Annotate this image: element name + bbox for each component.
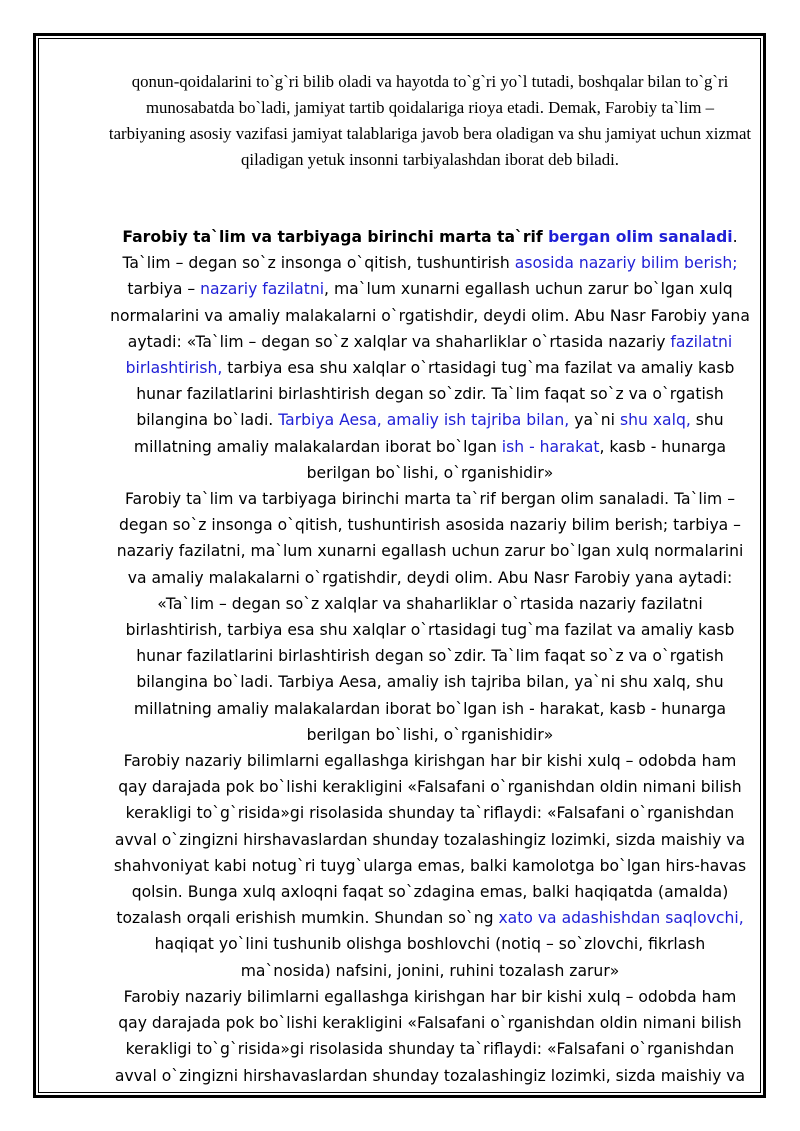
bold-lead-text: Farobiy ta`lim va tarbiyaga birinchi marta ta`rif [122, 228, 549, 246]
highlight-text: bergan olim sanaladi [548, 228, 733, 246]
highlight-text: asosida nazariy bilim berish; [514, 254, 738, 273]
highlight-text: xato va adashishdan saqlovchi, [498, 909, 744, 928]
body-text: , ma`lum xunarni egallash uchun zarur bo`lgan xulq normalarini va amaliy malakalarni o`rgatishdir, deydi olim. Abu Nasr Farobiy yana aytadi: «Ta`lim – degan so`z xalqlar va shaharliklar o`rtasida nazariy [110, 280, 750, 351]
intro-paragraph: qonun-qoidalarini to`g`ri bilib oladi va hayotda to`g`ri yo`l tutadi, boshqalar bilan to`g`ri munosabatda bo`ladi, jamiyat tartib qoidalariga rioya etadi. Demak, Farobiy ta`lim – tarbiyaning asosiy vazifasi jamiyat talablariga javob bera oladigan va shu jamiyat uchun xizmat qiladigan yetuk insonni tarbiyalashdan iborat deb biladi. [108, 72, 752, 169]
body-text: tarbiya – [127, 280, 201, 299]
body-text: Farobiy nazariy bilimlarni egallashga kirishgan har bir kishi xulq – odobda ham qay darajada pok bo`lishi kerakligini «Falsafani o`rganishdan oldin nimani bilish kerakligi to`g`risida»gi risolasida shunday ta`riflaydi: «Falsafani o`rganishdan avval o`zingizni hirshavaslardan shunday tozalashingiz lozimki, sizda maishiy va shahvoniyat kabi notug`ri tuyg`ularga emas, balki kamolotga bo`lgan hirs-havas qolsin. Bunga xulq axloqni faqat so`zdagina emas, balki haqiqatda (amalda) tozalash orqali erishish mumkin. Shundan so`ng [113, 752, 747, 928]
highlight-text: nazariy fazilatni [200, 280, 325, 299]
document-body [108, 69, 752, 1089]
definition-paragraph-plain: Farobiy ta`lim va tarbiyaga birinchi marta ta`rif bergan olim sanaladi. Ta`lim – degan so`z insonga o`qitish, tushuntirish asosida nazariy bilim berish; tarbiya – nazariy fazilatni, ma`lum xunarni egallash uchun zarur bo`lgan xulq normalarini va amaliy malakalarni o`rgatishdir, deydi olim. Abu Nasr Farobiy yana aytadi: «Ta`lim – degan so`z xalqlar va shaharliklar o`rtasida nazariy fazilatni birlashtirish, tarbiya esa shu xalqlar o`rtasidagi tug`ma fazilat va amaliy kasb hunar fazilatlarini birlashtirish degan so`zdir. Ta`lim faqat so`z va o`rgatish bilangina bo`ladi. Tarbiya Aesa, amaliy ish tajriba bilan, ya`ni shu xalq, shu millatning amaliy malakalardan iborat bo`lgan ish - harakat, kasb - hunarga berilgan bo`lishi, o`rganishidir» [116, 490, 744, 744]
highlight-text: shu xalq, [619, 411, 691, 430]
body-text: haqiqat yo`lini tushunib olishga boshlovchi (notiq – so`zlovchi, fikrlash ma`nosida) nafsini, jonini, ruhini tozalash zarur» [154, 935, 706, 980]
body-text: . Ta`lim – degan so`z insonga o`qitish, tushuntirish [122, 228, 738, 273]
body-text: tarbiya esa shu xalqlar o`rtasidagi tug`ma fazilat va amaliy kasb hunar fazilatlarini birlashtirish degan so`zdir. Ta`lim faqat so`z va o`rgatish bilangina bo`ladi. [136, 359, 735, 430]
paragraph-spacer [108, 173, 752, 224]
body-text: , kasb - hunarga berilgan bo`lishi, o`rganishidir» [306, 437, 727, 482]
philosophy-paragraph-plain: Farobiy nazariy bilimlarni egallashga kirishgan har bir kishi xulq – odobda ham qay darajada pok bo`lishi kerakligini «Falsafani o`rganishdan oldin nimani bilish kerakligi to`g`risida»gi risolasida shunday ta`riflaydi: «Falsafani o`rganishdan avval o`zingizni hirshavaslardan shunday tozalashingiz lozimki, sizda maishiy va [114, 987, 746, 1085]
highlight-text: fazilatni birlashtirish, [125, 332, 733, 378]
body-text: shu millatning amaliy malakalardan iborat bo`lgan [133, 411, 724, 456]
highlight-text: ish - harakat [501, 437, 600, 456]
body-text: ya`ni [569, 411, 620, 430]
definition-paragraph-highlighted [108, 224, 752, 486]
philosophy-paragraph-highlighted [108, 748, 752, 984]
highlight-text: Tarbiya Aesa, amaliy ish tajriba bilan, [278, 411, 570, 430]
